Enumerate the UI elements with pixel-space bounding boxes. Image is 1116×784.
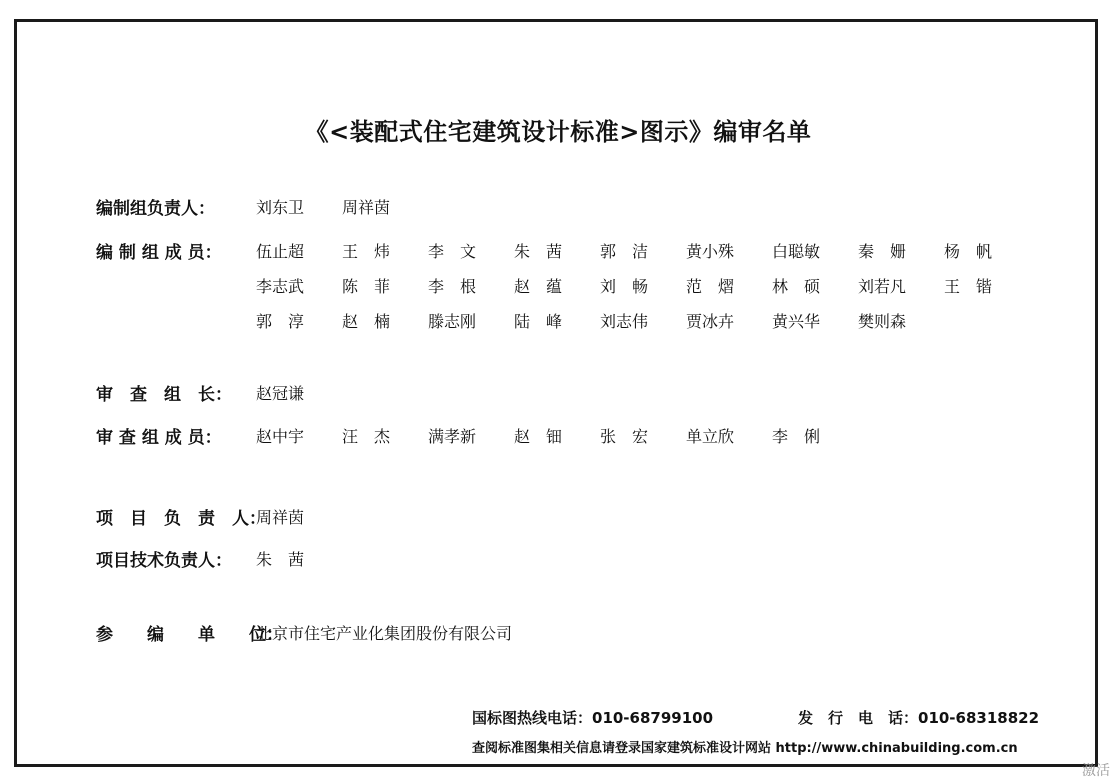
compile-members-label: 编 制 组 成 员： [96, 242, 222, 263]
person-name: 赵中宇 [256, 426, 305, 446]
document-title: 《<装配式住宅建筑设计标准>图示》编审名单 [304, 118, 812, 146]
person-name: 樊则森 [858, 311, 907, 331]
person-name: 汪 杰 [342, 426, 391, 446]
person-name: 滕志刚 [428, 311, 477, 331]
person-name: 杨 帆 [944, 241, 993, 261]
project-lead-row [96, 501, 304, 531]
person-name: 满孝新 [428, 426, 477, 446]
person-name: 范 熠 [686, 276, 735, 296]
compile-members-names-3 [256, 309, 944, 332]
compile-lead-names [256, 195, 428, 218]
person-name: 王 炜 [342, 241, 391, 261]
watermark-text: 激活 [1082, 763, 1110, 779]
project-tech-lead-label: 项目技术负责人： [96, 550, 232, 571]
person-name: 伍止超 [256, 241, 305, 261]
person-name: 贾冰卉 [686, 311, 735, 331]
participant-value: 北京市住宅产业化集团股份有限公司 [256, 623, 513, 643]
person-name: 周祥茵 [342, 197, 391, 217]
review-lead-names [256, 381, 342, 404]
compile-members-names-2 [256, 274, 1030, 297]
person-name: 陈 菲 [342, 276, 391, 296]
person-name: 王 锴 [944, 276, 993, 296]
review-members-names [256, 424, 858, 447]
participant-label: 参 编 单 位： [96, 624, 283, 645]
person-name: 朱 茜 [514, 241, 563, 261]
project-lead-value: 周祥茵 [256, 507, 305, 527]
person-name: 单立欣 [686, 426, 735, 446]
review-members-label: 审 查 组 成 员： [96, 427, 222, 448]
person-name: 刘志伟 [600, 311, 649, 331]
project-tech-lead-value: 朱 茜 [256, 549, 305, 569]
compile-members-row-2 [96, 270, 1030, 300]
person-name: 白聪敏 [772, 241, 821, 261]
project-lead-label: 项 目 负 责 人： [96, 508, 266, 529]
review-lead-label: 审 查 组 长： [96, 384, 232, 405]
person-name: 李 文 [428, 241, 477, 261]
person-name: 赵 楠 [342, 311, 391, 331]
person-name: 李 根 [428, 276, 477, 296]
compile-members-row-3 [96, 305, 944, 335]
person-name: 黄兴华 [772, 311, 821, 331]
website-note: 查阅标准图集相关信息请登录国家建筑标准设计网站 http://www.chinabuilding.com.cn [472, 741, 1018, 756]
compile-lead-label: 编制组负责人： [96, 198, 215, 219]
project-tech-lead-row [96, 543, 304, 573]
participant-row [96, 617, 512, 647]
person-name: 秦 姗 [858, 241, 907, 261]
person-name: 陆 峰 [514, 311, 563, 331]
person-name: 黄小殊 [686, 241, 735, 261]
hotline-text: 国标图热线电话：010-68799100 [472, 709, 714, 727]
review-lead-row [96, 377, 342, 407]
compile-members-row-1 [96, 235, 1030, 265]
person-name: 李志武 [256, 276, 305, 296]
person-name: 张 宏 [600, 426, 649, 446]
person-name: 李 俐 [772, 426, 821, 446]
person-name: 林 硕 [772, 276, 821, 296]
person-name: 刘 畅 [600, 276, 649, 296]
person-name: 刘东卫 [256, 197, 305, 217]
compile-lead-row [96, 191, 428, 221]
person-name: 郭 淳 [256, 311, 305, 331]
review-members-row [96, 420, 858, 450]
person-name: 赵 钿 [514, 426, 563, 446]
person-name: 赵冠谦 [256, 383, 305, 403]
person-name: 刘若凡 [858, 276, 907, 296]
person-name: 郭 洁 [600, 241, 649, 261]
issue-phone-text: 发 行 电 话：010-68318822 [798, 709, 1040, 727]
compile-members-names-1 [256, 239, 1030, 262]
person-name: 赵 蕴 [514, 276, 563, 296]
